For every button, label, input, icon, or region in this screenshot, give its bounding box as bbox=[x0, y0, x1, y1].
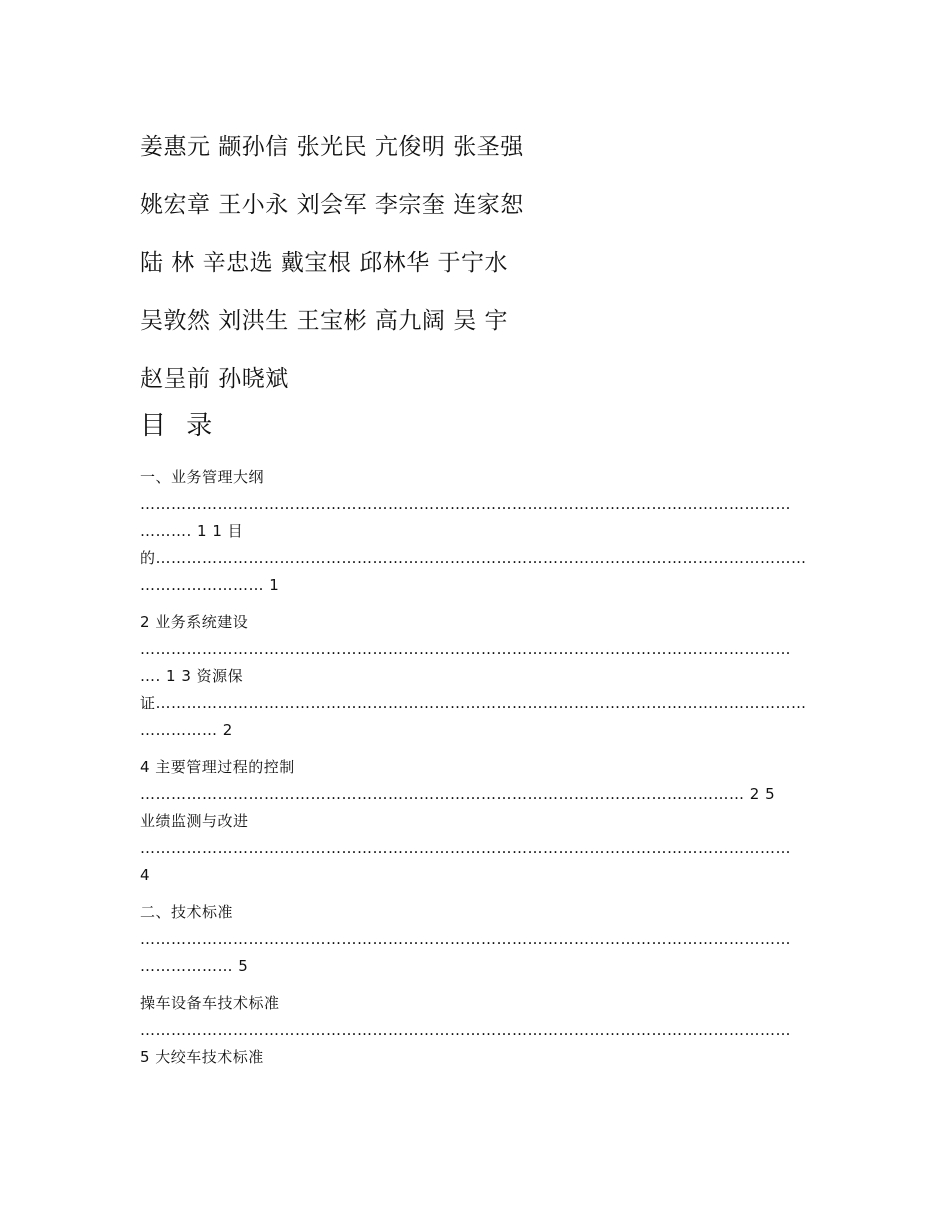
toc-line: 5 大绞车技术标准 bbox=[140, 1048, 264, 1066]
toc-line: 4 bbox=[140, 866, 151, 884]
toc-line: 证……………………………………………………………………………………………………………… bbox=[140, 694, 807, 712]
toc-line: …. 1 3 资源保 bbox=[140, 667, 244, 685]
toc-line: ……………………………………………………………………………………………………………… bbox=[140, 640, 791, 658]
toc-line: ……………………………………………………………………………………………………………… bbox=[140, 839, 791, 857]
toc-line: 的……………………………………………………………………………………………………………… bbox=[140, 549, 807, 567]
toc-line: ……………………………………………………………………………………………………………… bbox=[140, 930, 791, 948]
toc-line: …………………… 1 bbox=[140, 576, 280, 594]
table-of-contents bbox=[140, 464, 810, 1071]
toc-line: 业绩监测与改进 bbox=[140, 812, 249, 830]
name-list bbox=[140, 118, 820, 408]
toc-title: 目 录 bbox=[140, 411, 219, 441]
toc-line: ……………………………………………………………………………………………………… 2 5 bbox=[140, 785, 776, 803]
toc-line: 4 主要管理过程的控制 bbox=[140, 758, 295, 776]
name-row: 姚宏章 王小永 刘会军 李宗奎 连家恕 bbox=[140, 192, 524, 218]
toc-line: 一、业务管理大纲 bbox=[140, 468, 265, 486]
name-row: 赵呈前 孙晓斌 bbox=[140, 366, 289, 392]
toc-line: ……………………………………………………………………………………………………………… bbox=[140, 495, 791, 513]
toc-line: 2 业务系统建设 bbox=[140, 613, 249, 631]
toc-line: …………… 2 bbox=[140, 721, 233, 739]
name-row: 吴敦然 刘洪生 王宝彬 高九阔 吴 宇 bbox=[140, 308, 509, 334]
toc-line: 二、技术标准 bbox=[140, 903, 234, 921]
name-row: 姜惠元 颛孙信 张光民 亢俊明 张圣强 bbox=[140, 134, 524, 160]
toc-line: ……………………………………………………………………………………………………………… bbox=[140, 1021, 791, 1039]
toc-line: ……………… 5 bbox=[140, 957, 249, 975]
toc-line: 操车设备车技术标准 bbox=[140, 994, 280, 1012]
toc-line: ………. 1 1 目 bbox=[140, 522, 244, 540]
name-row: 陆 林 辛忠选 戴宝根 邱林华 于宁水 bbox=[140, 250, 509, 276]
